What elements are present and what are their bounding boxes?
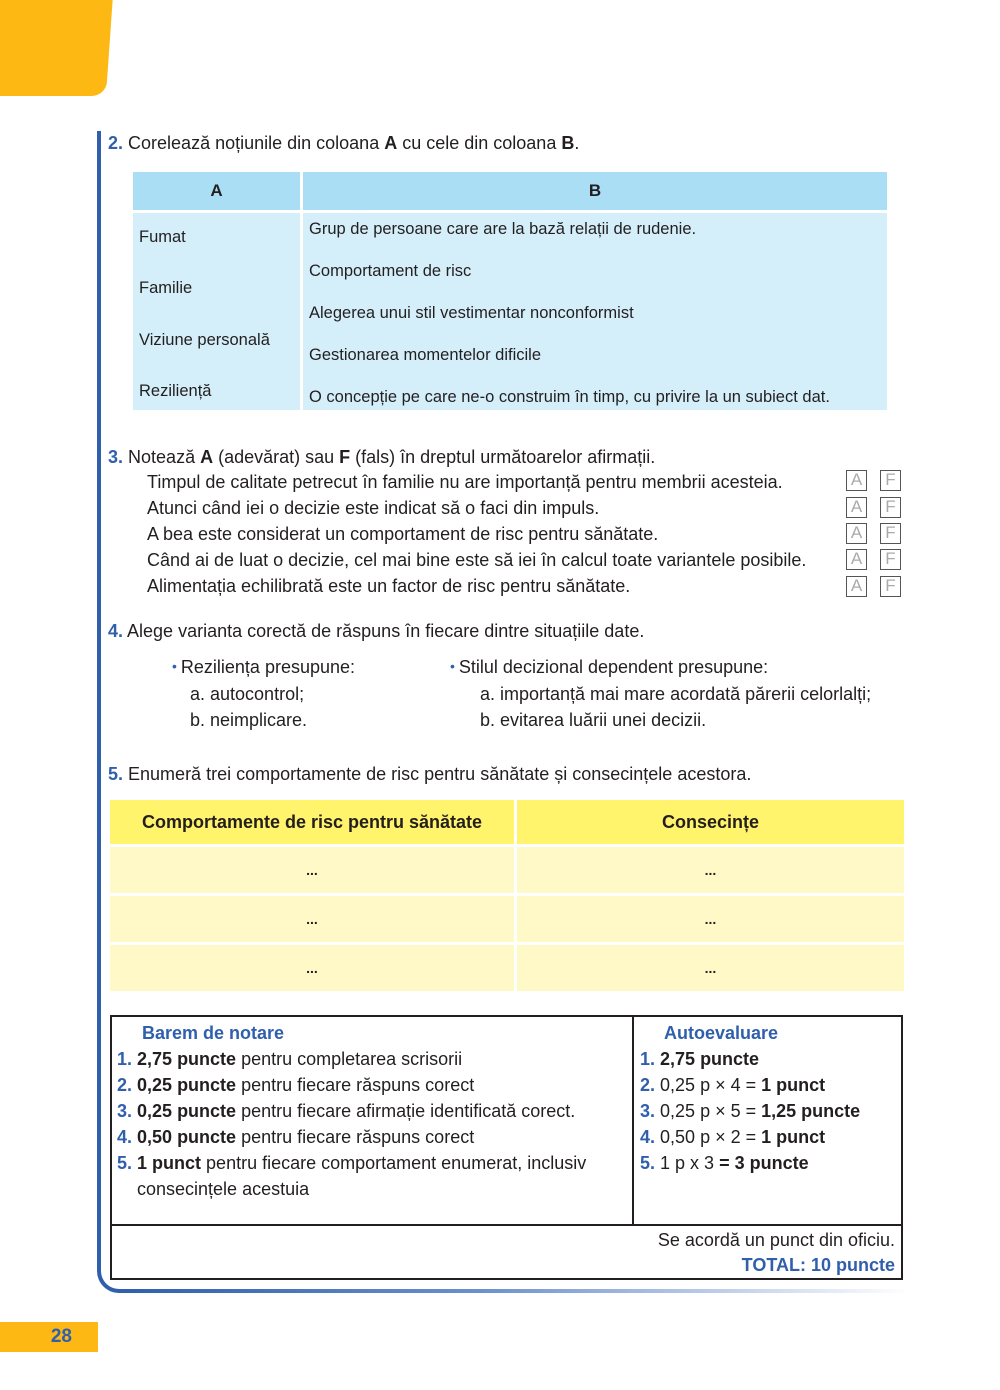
question-text: Enumeră trei comportamente de risc pentru sănătate și consecințele acestora. (128, 764, 752, 784)
question-number: 4. (108, 621, 124, 641)
column-a-item: Fumat (139, 228, 186, 246)
assessment-line (640, 1046, 901, 1072)
question-text: Notează (128, 447, 201, 467)
answer-false-box[interactable]: F (880, 576, 901, 597)
result: = 3 puncte (719, 1153, 809, 1173)
assessment-line (640, 1150, 901, 1176)
oficiu-note: Se acordă un punct din oficiu. (657, 1230, 895, 1250)
choice-option[interactable]: a. importanță mai mare acordată părerii celorlalți; (480, 684, 872, 704)
item-number: 2. (117, 1075, 133, 1095)
self-assessment-title: Autoevaluare (664, 1023, 779, 1043)
formula: 0,25 p × 5 = (660, 1101, 762, 1121)
item-number: 1. (117, 1049, 133, 1069)
column-b-item: Grup de persoane care are la bază relații de rudenie. (309, 220, 697, 238)
false-ref: F (339, 447, 351, 467)
risk-behaviours-table (110, 800, 904, 991)
choice-stem (450, 654, 871, 681)
question-4-title (108, 619, 644, 643)
result: 2,75 puncte (660, 1049, 760, 1069)
description: pentru fiecare răspuns corect (236, 1127, 475, 1147)
question-5-title (108, 762, 751, 786)
answer-false-box[interactable]: F (880, 497, 901, 518)
table-row (110, 945, 904, 991)
choice-option[interactable]: a. autocontrol; (190, 684, 305, 704)
header-column-a: A (133, 172, 300, 210)
bullet-icon: • (450, 658, 455, 674)
total-points: TOTAL: 10 puncte (741, 1255, 895, 1275)
answer-true-box[interactable]: A (846, 470, 867, 491)
points: 0,50 puncte (137, 1127, 237, 1147)
question-text: Corelează noțiunile din coloana (128, 133, 385, 153)
grading-line (117, 1150, 632, 1176)
description: pentru completarea scrisorii (236, 1049, 463, 1069)
bullet-icon: • (172, 658, 177, 674)
header-behaviours: Comportamente de risc pentru sănătate (110, 800, 514, 844)
question-3-title (108, 445, 655, 469)
question-text: (adevărat) sau (213, 447, 340, 467)
header-column-b: B (303, 172, 887, 210)
behaviour-cell[interactable]: ... (110, 847, 514, 893)
column-a-item: Familie (139, 279, 193, 297)
answer-true-box[interactable]: A (846, 523, 867, 544)
assessment-line (640, 1098, 901, 1124)
item-number: 3. (117, 1101, 133, 1121)
column-a-ref: A (384, 133, 398, 153)
grading-line (117, 1046, 632, 1072)
column-b-item: Alegerea unui stil vestimentar nonconformist (309, 304, 634, 322)
statement: Atunci când iei o decizie este indicat să o faci din impuls. (147, 498, 600, 518)
question-text: (fals) în dreptul următoarelor afirmații. (350, 447, 656, 467)
item-number: 5. (117, 1153, 133, 1173)
grading-line-continuation: consecințele acestuia (137, 1179, 310, 1199)
question-text: . (574, 133, 580, 153)
choice-stem (172, 654, 355, 681)
behaviour-cell[interactable]: ... (110, 896, 514, 942)
points: 2,75 puncte (137, 1049, 237, 1069)
stem-text: Reziliența presupune: (180, 657, 356, 677)
result: 1,25 puncte (761, 1101, 861, 1121)
grading-scale (112, 1017, 634, 1224)
description: pentru fiecare afirmație identificată corect. (236, 1101, 576, 1121)
stem-text: Stilul decizional dependent presupune: (458, 657, 769, 677)
question-number: 2. (108, 133, 124, 153)
statement: A bea este considerat un comportament de risc pentru sănătate. (147, 524, 659, 544)
choice-group-right (450, 654, 871, 733)
question-number: 3. (108, 447, 124, 467)
answer-false-box[interactable]: F (880, 523, 901, 544)
item-number: 3. (640, 1101, 656, 1121)
points: 0,25 puncte (137, 1101, 237, 1121)
table-row (110, 896, 904, 942)
grading-footer (112, 1224, 901, 1278)
item-number: 2. (640, 1075, 656, 1095)
column-b-item: Gestionarea momentelor dificile (309, 346, 542, 364)
grading-scale-title: Barem de notare (142, 1023, 285, 1043)
grading-line (117, 1072, 632, 1098)
statement: Timpul de calitate petrecut în familie nu are importanță pentru membrii acesteia. (147, 472, 783, 492)
matching-table (133, 172, 887, 410)
formula: 0,50 p × 2 = (660, 1127, 762, 1147)
assessment-line (640, 1072, 901, 1098)
question-text: cu cele din coloana (397, 133, 562, 153)
points: 1 punct (137, 1153, 202, 1173)
result: 1 punct (761, 1075, 826, 1095)
answer-true-box[interactable]: A (846, 497, 867, 518)
consequence-cell[interactable]: ... (517, 896, 904, 942)
item-number: 4. (640, 1127, 656, 1147)
description: pentru fiecare comportament enumerat, inclusiv (201, 1153, 587, 1173)
answer-true-box[interactable]: A (846, 576, 867, 597)
column-b-cell (303, 213, 887, 410)
corner-tab-decoration (0, 0, 114, 96)
table-row (110, 847, 904, 893)
formula: 1 p x 3 (660, 1153, 720, 1173)
section-frame-bottom (120, 1289, 910, 1293)
matching-table-header (133, 172, 887, 210)
result: 1 punct (761, 1127, 826, 1147)
statement: Când ai de luat o decizie, cel mai bine este să iei în calcul toate variantele posibile. (147, 550, 807, 570)
column-b-item: O concepție pe care ne-o construim în timp, cu privire la un subiect dat. (309, 388, 830, 406)
grading-line (117, 1124, 632, 1150)
column-a-item: Reziliență (139, 382, 212, 400)
consequence-cell[interactable]: ... (517, 945, 904, 991)
question-text: Alege varianta corectă de răspuns în fiecare dintre situațiile date. (127, 621, 645, 641)
assessment-line (640, 1124, 901, 1150)
question-number: 5. (108, 764, 124, 784)
header-consequences: Consecințe (517, 800, 904, 844)
matching-table-body (133, 213, 887, 410)
consequence-cell[interactable]: ... (517, 847, 904, 893)
question-2-title (108, 131, 579, 155)
description: pentru fiecare răspuns corect (236, 1075, 475, 1095)
item-number: 5. (640, 1153, 656, 1173)
grading-table (110, 1015, 903, 1280)
page-number: 28 (0, 1322, 98, 1352)
column-a-item: Viziune personală (139, 331, 270, 349)
behaviour-cell[interactable]: ... (110, 945, 514, 991)
self-assessment (634, 1017, 901, 1224)
choice-option[interactable]: b. evitarea luării unei decizii. (480, 710, 707, 730)
item-number: 1. (640, 1049, 656, 1069)
answer-false-box[interactable]: F (880, 549, 901, 570)
column-b-ref: B (561, 133, 575, 153)
answer-true-box[interactable]: A (846, 549, 867, 570)
formula: 0,25 p × 4 = (660, 1075, 762, 1095)
statement: Alimentația echilibrată este un factor de risc pentru sănătate. (147, 576, 631, 596)
choice-option[interactable]: b. neimplicare. (190, 710, 308, 730)
item-number: 4. (117, 1127, 133, 1147)
points: 0,25 puncte (137, 1075, 237, 1095)
answer-false-box[interactable]: F (880, 470, 901, 491)
true-ref: A (200, 447, 214, 467)
column-a-cell (133, 213, 300, 410)
choice-group-left (172, 654, 355, 733)
table-header-row (110, 800, 904, 844)
grading-line (117, 1098, 632, 1124)
column-b-item: Comportament de risc (309, 262, 472, 280)
